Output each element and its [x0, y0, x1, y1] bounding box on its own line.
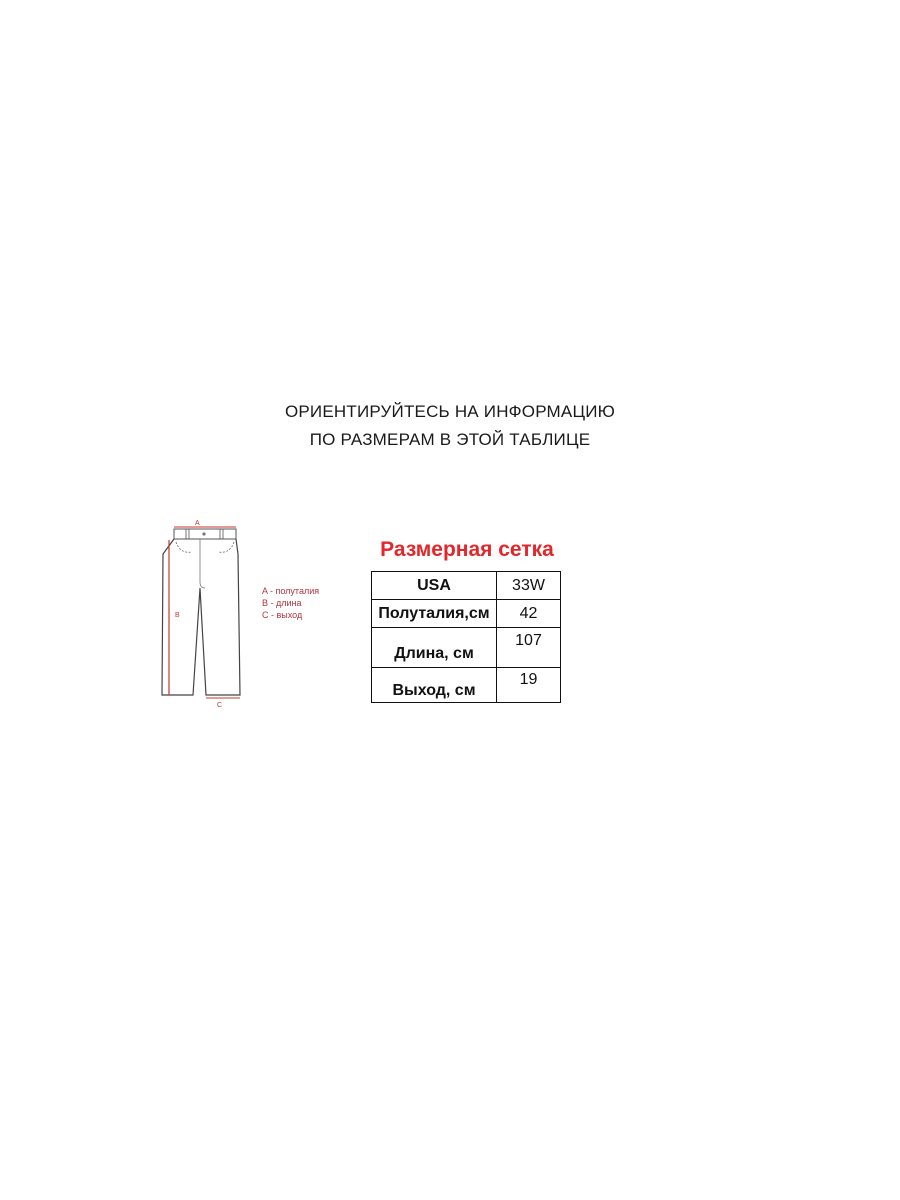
pants-outline — [162, 539, 240, 695]
table-row — [372, 600, 561, 628]
table-row — [372, 572, 561, 600]
label-b: B — [175, 612, 180, 619]
row-label-leg-opening: Выход, см — [372, 668, 497, 703]
table-row — [372, 668, 561, 703]
row-value-usa: 33W — [497, 572, 561, 600]
intro-line-1: ОРИЕНТИРУЙТЕСЬ НА ИНФОРМАЦИЮ — [284, 402, 616, 421]
label-a: A — [195, 520, 200, 527]
table-row — [372, 628, 561, 668]
row-value-leg-opening: 19 — [497, 668, 561, 703]
row-value-half-waist: 42 — [497, 600, 561, 628]
size-table — [371, 571, 561, 703]
intro-line-2: ПО РАЗМЕРАМ В ЭТОЙ ТАБЛИЦЕ — [309, 430, 591, 449]
legend-item-c: C - выход — [262, 610, 303, 620]
pants-outline-icon — [150, 512, 350, 712]
row-value-length: 107 — [497, 628, 561, 668]
legend-item-b: B - длина — [262, 598, 302, 608]
pants-diagram — [150, 512, 350, 712]
measurement-legend — [262, 585, 319, 621]
size-chart-title: Размерная сетка — [380, 538, 554, 561]
legend-item-a: A - полуталия — [262, 586, 320, 596]
row-label-usa: USA — [372, 572, 497, 600]
row-label-half-waist: Полуталия,см — [372, 600, 497, 628]
row-label-length: Длина, см — [372, 628, 497, 668]
label-c: C — [217, 702, 223, 709]
intro-text — [0, 398, 900, 454]
